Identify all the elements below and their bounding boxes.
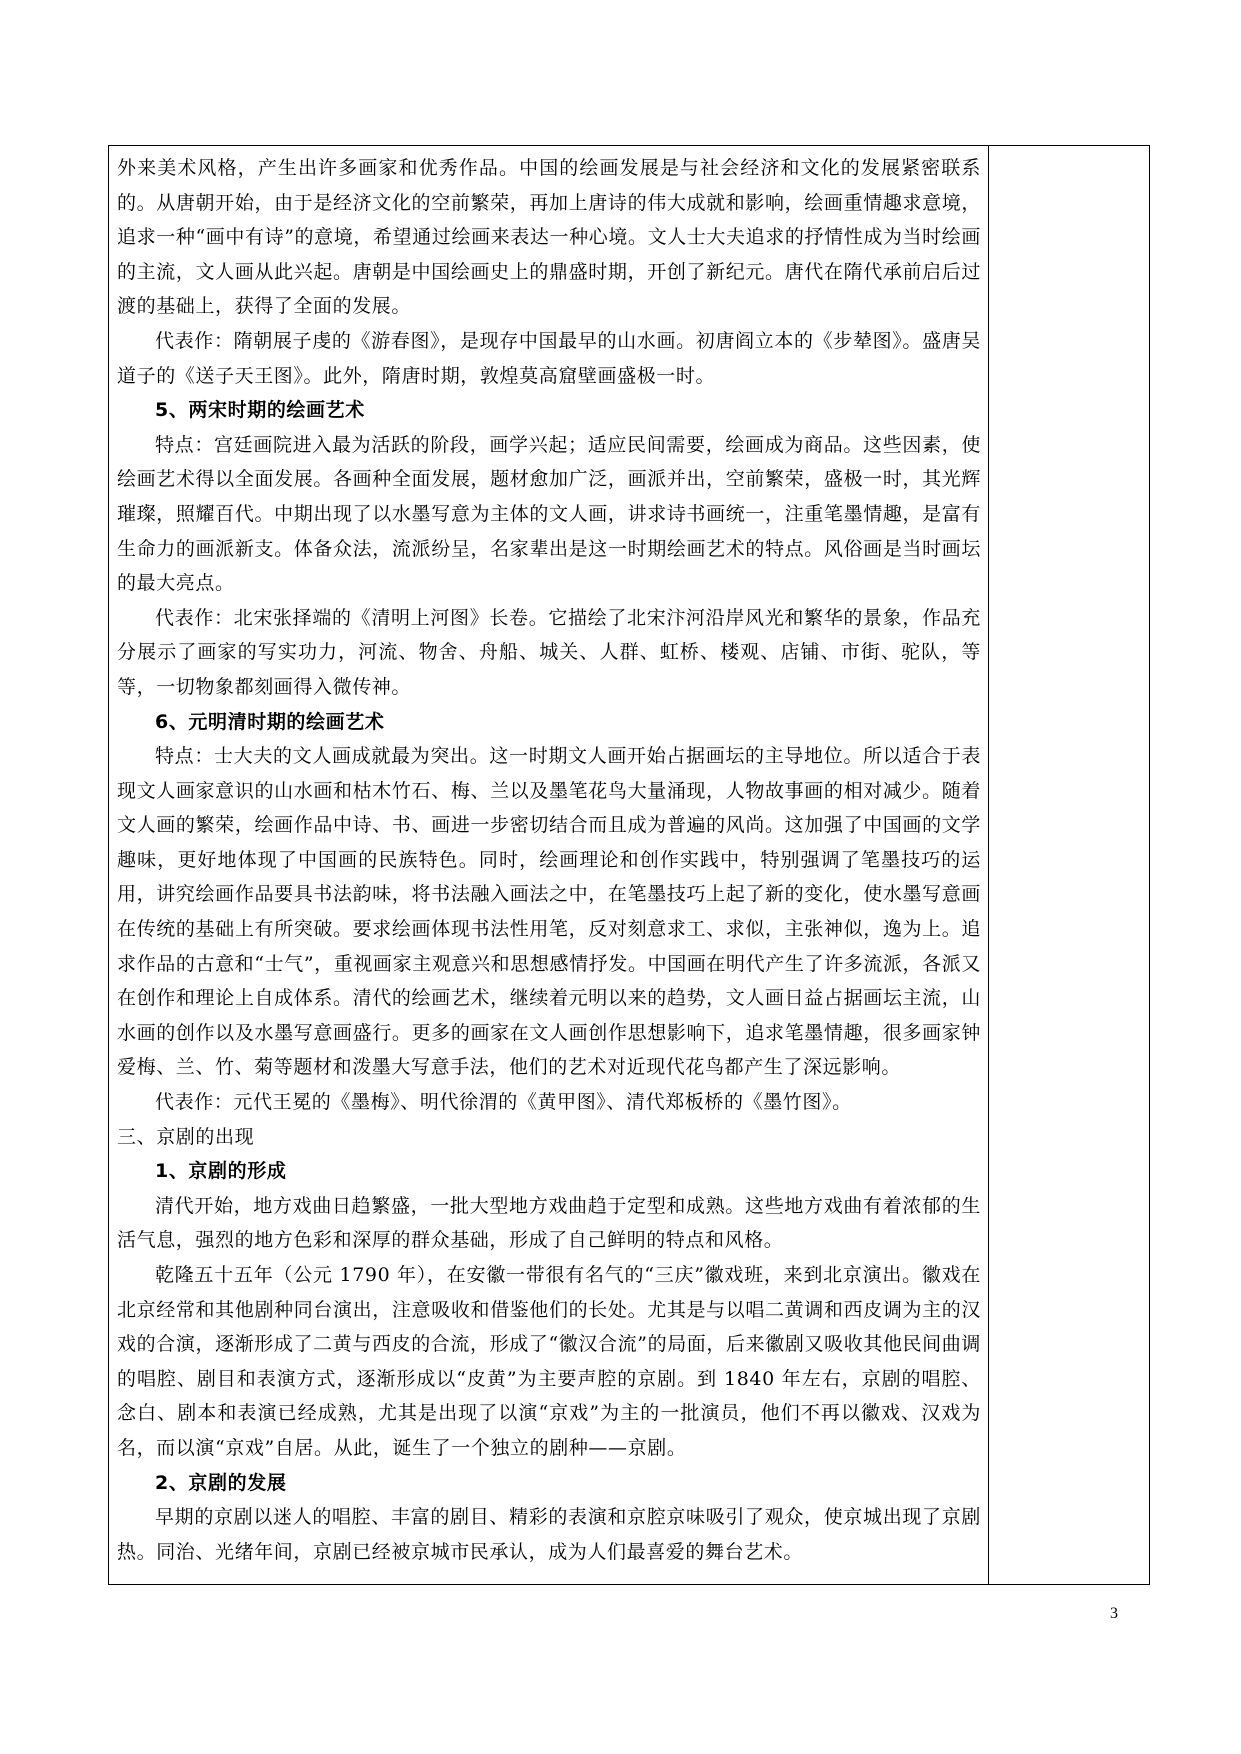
main-text-cell	[117, 151, 981, 1569]
section-heading: 5、两宋时期的绘画艺术	[155, 399, 365, 422]
section-heading: 6、元明清时期的绘画艺术	[155, 710, 385, 733]
page-number: 3	[1110, 1605, 1118, 1622]
body-paragraph: 三、京剧的出现	[117, 1125, 255, 1148]
body-paragraph: 乾隆五十五年（公元 1790 年），在安徽一带很有名气的“三庆”徽戏班，来到北京演出。徽戏在北京经常和其他剧种同台演出，注意吸收和借鉴他们的长处。尤其是与以唱二黄调和西皮调为主的汉戏的合演，逐渐形成了二黄与西皮的合流，形成了“徽汉合流”的局面，后来徽剧又吸收其他民间曲调的唱腔、剧目和表演方式，逐渐形成以“皮黄”为主要声腔的京剧。到 1840 年左右，京剧的唱腔、念白、剧本和表演已经成熟，尤其是出现了以演“京戏”为主的一批演员，他们不再以徽戏、汉戏为名，而以演“京戏”自居。从此，诞生了一个独立的剧种——京剧。	[117, 1264, 981, 1459]
body-paragraph: 特点：宫廷画院进入最为活跃的阶段，画学兴起；适应民间需要，绘画成为商品。这些因素，使绘画艺术得以全面发展。各画种全面发展，题材愈加广泛，画派并出，空前繁荣，盛极一时，其光辉璀璨，照耀百代。中期出现了以水墨写意为主体的文人画，讲求诗书画统一，注重笔墨情趣，是富有生命力的画派新支。体备众法，流派纷呈，名家辈出是这一时期绘画艺术的特点。风俗画是当时画坛的最大亮点。	[117, 433, 981, 595]
body-paragraph: 早期的京剧以迷人的唱腔、丰富的剧目、精彩的表演和京腔京味吸引了观众，使京城出现了京剧热。同治、光绪年间，京剧已经被京城市民承认，成为人们最喜爱的舞台艺术。	[117, 1506, 981, 1563]
section-heading: 2、京剧的发展	[155, 1471, 287, 1494]
body-paragraph: 外来美术风格，产生出许多画家和优秀作品。中国的绘画发展是与社会经济和文化的发展紧密联系的。从唐朝开始，由于是经济文化的空前繁荣，再加上唐诗的伟大成就和影响，绘画重情趣求意境，追求一种“画中有诗”的意境，希望通过绘画来表达一种心境。文人士大夫追求的抒情性成为当时绘画的主流，文人画从此兴起。唐朝是中国绘画史上的鼎盛时期，开创了新纪元。唐代在隋代承前启后过渡的基础上，获得了全面的发展。	[117, 157, 981, 318]
content-table	[108, 145, 1150, 1585]
body-paragraph: 特点：士大夫的文人画成就最为突出。这一时期文人画开始占据画坛的主导地位。所以适合于表现文人画家意识的山水画和枯木竹石、梅、兰以及墨笔花鸟大量涌现，人物故事画的相对减少。随着文人画的繁荣，绘画作品中诗、书、画进一步密切结合而且成为普遍的风尚。这加强了中国画的文学趣味，更好地体现了中国画的民族特色。同时，绘画理论和创作实践中，特别强调了笔墨技巧的运用，讲究绘画作品要具书法韵味，将书法融入画法之中，在笔墨技巧上起了新的变化，使水墨写意画在传统的基础上有所突破。要求绘画体现书法性用笔，反对刻意求工、求似，主张神似，逸为上。追求作品的古意和“士气”，重视画家主观意兴和思想感情抒发。中国画在明代产生了许多流派，各派又在创作和理论上自成体系。清代的绘画艺术，继续着元明以来的趋势，文人画日益占据画坛主流，山水画的创作以及水墨写意画盛行。更多的画家在文人画创作思想影响下，追求笔墨情趣，很多画家钟爱梅、兰、竹、菊等题材和泼墨大写意手法，他们的艺术对近现代花鸟都产生了深远影响。	[117, 745, 981, 1079]
section-heading: 1、京剧的形成	[155, 1160, 287, 1183]
body-paragraph: 代表作：元代王冕的《墨梅》、明代徐渭的《黄甲图》、清代郑板桥的《墨竹图》。	[155, 1091, 852, 1114]
body-paragraph: 代表作：北宋张择端的《清明上河图》长卷。它描绘了北宋汴河沿岸风光和繁华的景象，作品充分展示了画家的写实功力，河流、物舍、舟船、城关、人群、虹桥、楼观、店铺、市街、驼队，等等，一切物象都刻画得入微传神。	[117, 606, 981, 698]
column-divider	[988, 146, 989, 1584]
body-paragraph: 清代开始，地方戏曲日趋繁盛，一批大型地方戏曲趋于定型和成熟。这些地方戏曲有着浓郁的生活气息，强烈的地方色彩和深厚的群众基础，形成了自己鲜明的特点和风格。	[117, 1194, 981, 1252]
body-paragraph: 代表作：隋朝展子虔的《游春图》，是现存中国最早的山水画。初唐阎立本的《步辇图》。盛唐吴道子的《送子天王图》。此外，隋唐时期，敦煌莫高窟壁画盛极一时。	[117, 329, 981, 387]
